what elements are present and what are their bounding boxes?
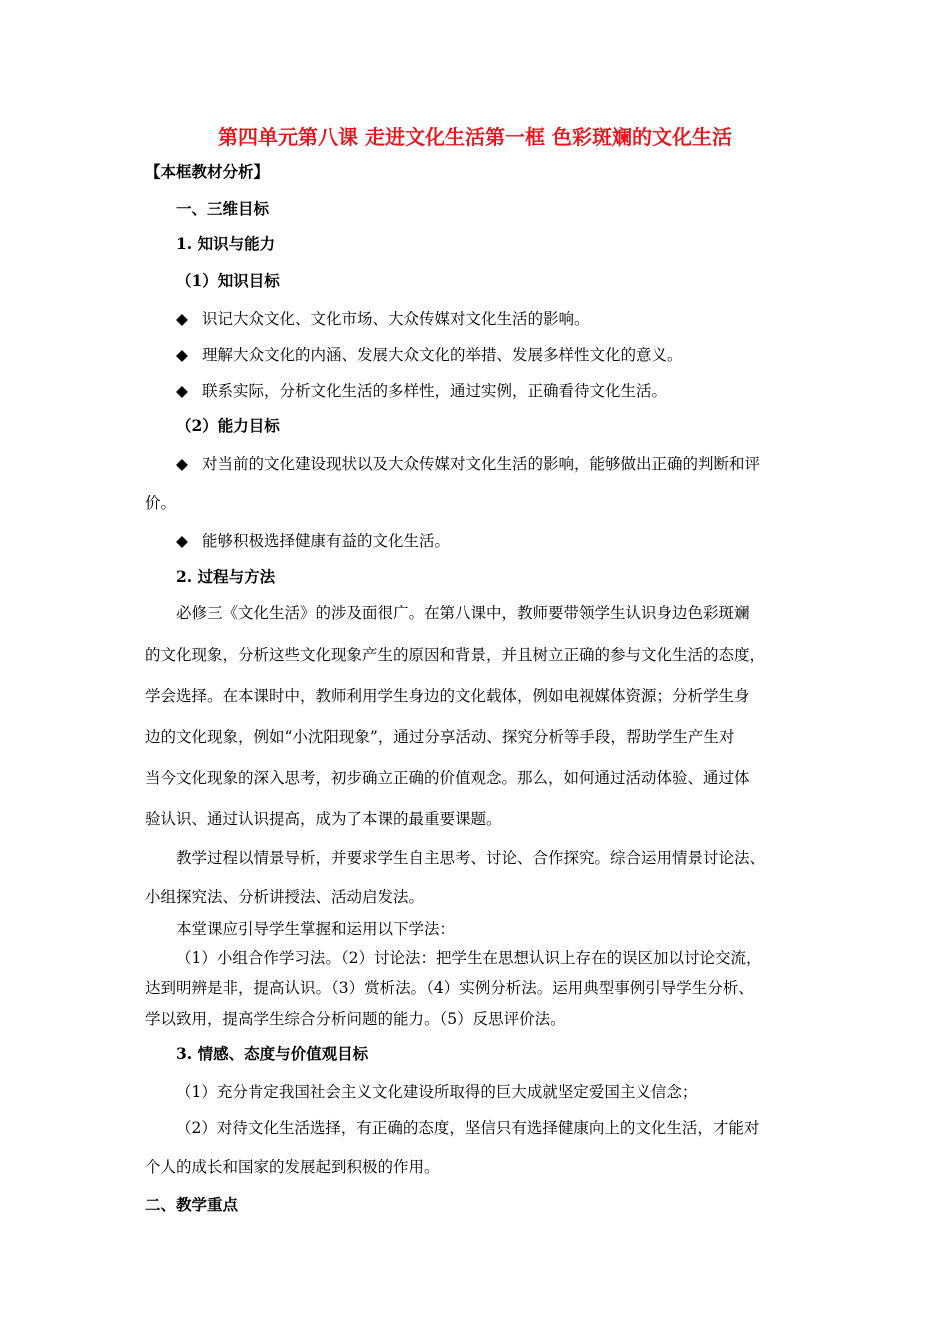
knowledge-bullet-3 <box>176 381 667 401</box>
bullet-text: 联系实际，分析文化生活的多样性，通过实例，正确看待文化生活。 <box>202 382 668 400</box>
paragraph-line: 边的文化现象，例如“小沈阳现象”，通过分享活动、探究分析等手段，帮助学生产生对 <box>145 728 735 746</box>
paragraph-line: 的文化现象，分析这些文化现象产生的原因和背景，并且树立正确的参与文化生活的态度， <box>145 646 766 664</box>
diamond-bullet-icon: ◆ <box>176 346 188 364</box>
heading-emotion-values: 3. 情感、态度与价值观目标 <box>176 1044 369 1063</box>
heading-ability-goals: （2）能力目标 <box>176 416 280 435</box>
paragraph-line: 小组探究法、分析讲授法、活动启发法。 <box>145 888 425 906</box>
document-title: 第四单元第八课 走进文化生活第一框 色彩斑斓的文化生活 <box>218 125 732 149</box>
paragraph-line: 本堂课应引导学生掌握和运用以下学法： <box>176 920 456 938</box>
heading-knowledge-goals: （1）知识目标 <box>176 271 280 290</box>
knowledge-bullet-2 <box>176 345 683 365</box>
heading-knowledge-ability: 1. 知识与能力 <box>176 234 276 253</box>
paragraph-line: 必修三《文化生活》的涉及面很广。在第八课中，教师要带领学生认识身边色彩斑斓 <box>176 604 750 622</box>
diamond-bullet-icon: ◆ <box>176 382 188 400</box>
paragraph-line: （1）小组合作学习法。（2）讨论法：把学生在思想认识上存在的误区加以讨论交流， <box>176 949 762 967</box>
paragraph-line: 达到明辨是非，提高认识。（3）赏析法。（4）实例分析法。运用典型事例引导学生分析、 <box>145 979 754 997</box>
heading-teaching-focus: 二、教学重点 <box>145 1195 239 1214</box>
paragraph-line: 学会选择。在本课时中，教师利用学生身边的文化载体，例如电视媒体资源；分析学生身 <box>145 687 750 705</box>
heading-three-dimensional-goals: 一、三维目标 <box>176 199 270 218</box>
bullet-text: 理解大众文化的内涵、发展大众文化的举措、发展多样性文化的意义。 <box>202 346 683 364</box>
bullet-text: 识记大众文化、文化市场、大众传媒对文化生活的影响。 <box>202 310 590 328</box>
section-header: 【本框教材分析】 <box>145 162 270 181</box>
knowledge-bullet-1 <box>176 309 590 329</box>
bullet-text: 能够积极选择健康有益的文化生活。 <box>202 532 451 550</box>
ability-bullet-1-continued: 价。 <box>145 494 177 512</box>
diamond-bullet-icon: ◆ <box>176 532 188 550</box>
paragraph-line: （1）充分肯定我国社会主义文化建设所取得的巨大成就坚定爱国主义信念； <box>176 1083 698 1101</box>
ability-bullet-1 <box>176 454 760 474</box>
bullet-text: 对当前的文化建设现状以及大众传媒对文化生活的影响，能够做出正确的判断和评 <box>202 455 761 473</box>
diamond-bullet-icon: ◆ <box>176 455 188 473</box>
paragraph-line: 学以致用，提高学生综合分析问题的能力。（5）反思评价法。 <box>145 1010 566 1028</box>
diamond-bullet-icon: ◆ <box>176 310 188 328</box>
paragraph-line: 当今文化现象的深入思考，初步确立正确的价值观念。那么，如何通过活动体验、通过体 <box>145 769 750 787</box>
paragraph-line: 教学过程以情景导析，并要求学生自主思考、讨论、合作探究。综合运用情景讨论法、 <box>176 849 766 867</box>
paragraph-line: 个人的成长和国家的发展起到积极的作用。 <box>145 1158 440 1176</box>
paragraph-line: 验认识、通过认识提高，成为了本课的最重要课题。 <box>145 810 502 828</box>
ability-bullet-2 <box>176 531 450 551</box>
paragraph-line: （2）对待文化生活选择，有正确的态度，坚信只有选择健康向上的文化生活，才能对 <box>176 1119 760 1137</box>
heading-process-method: 2. 过程与方法 <box>176 567 276 586</box>
